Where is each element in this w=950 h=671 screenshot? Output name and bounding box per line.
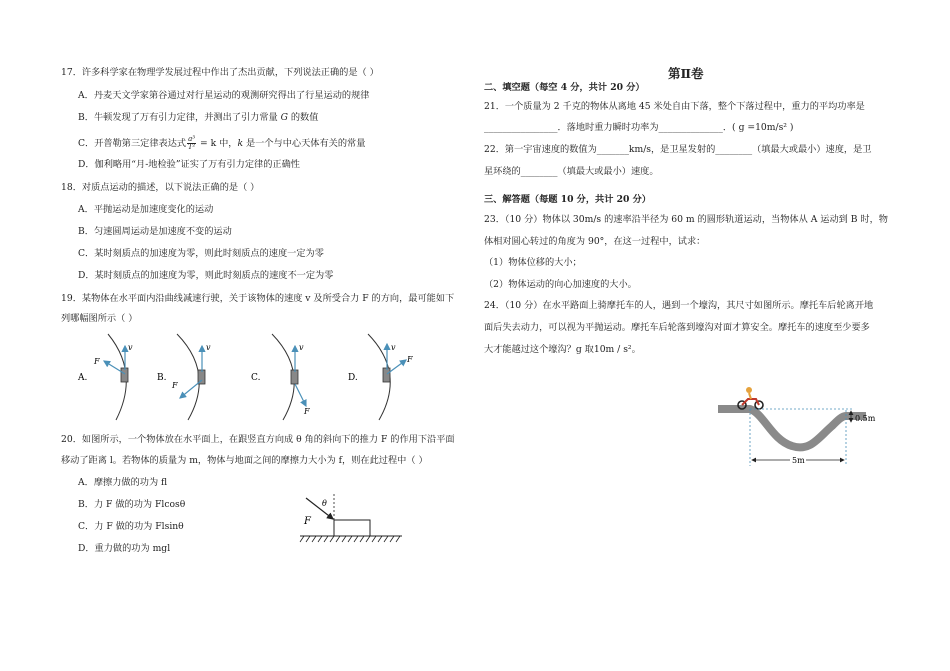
q18-option-c: C．某时刻质点的加速度为零，则此时刻质点的速度一定为零 [78,248,324,259]
q20-option-c: C．力 F 做的功为 Flsinθ [78,521,184,532]
q18-option-a: A．平抛运动是加速度变化的运动 [78,204,214,215]
q19-figure-a [77,334,133,420]
volume-title: 第Ⅱ卷 [668,66,704,81]
q24-line1: 24．（10 分）在水平路面上骑摩托车的人，遇到一个壕沟，其尺寸如图所示。摩托车后轮离开地 [484,300,874,311]
q19-stem-line1: 19．某物体在水平面内沿曲线减速行驶，关于该物体的速度 v 及所受合力 F 的方向，最可能如下 [61,293,455,304]
q21-line1: 21．一个质量为 2 千克的物体从离地 45 米处自由下落，整个下落过程中，重力的平均功率是 [484,101,865,112]
q19-stem-line2: 列哪幅图所示（ ） [61,313,138,324]
q23-sub1: （1）物体位移的大小； [484,257,582,268]
svg-text:v: v [299,343,304,352]
svg-text:F: F [304,407,310,416]
block-icon [334,520,370,536]
q20-stem-line1: 20．如图所示，一个物体放在水平面上，在跟竖直方向成 θ 角的斜向下的推力 F 的作用下沿平面 [61,434,455,445]
q19-label-d: D. [348,373,358,383]
q19-label-a: A. [78,373,88,383]
q21-line2: ________________．落地时重力瞬时功率为______________．( g =10m/s² ) [484,122,794,133]
q20-option-b: B．力 F 做的功为 Flcosθ [78,499,186,510]
section-fill-blank: 二、填空题（每空 4 分，共计 20 分） [484,82,645,93]
q19-figure-d [348,334,413,420]
fig-height-label: 0.5m [855,414,876,423]
q19-label-b: B. [157,373,167,383]
q20-figure [296,490,406,552]
q20-option-a: A．摩擦力做的功为 fl [78,477,168,488]
q23-line1: 23．（10 分）物体以 30m/s 的速率沿半径为 60 m 的圆形轨道运动，当物体从 A 运动到 B 时，物 [484,214,888,225]
svg-text:F: F [304,516,311,527]
fig-width-label: 5m [792,456,805,465]
q19-figures [70,328,430,423]
q24-line2: 面后失去动力，可以视为平抛运动。摩托车后轮落到壕沟对面才算安全。摩托车的速度至少要多 [484,322,870,333]
q22-line2: 星环绕的________（填最大或最小）速度。 [484,166,659,177]
q17-option-d: D．伽利略用“月-地检验”证实了万有引力定律的正确性 [78,159,300,170]
svg-text:θ: θ [322,499,327,508]
svg-text:F: F [407,355,413,364]
q18-stem: 18．对质点运动的描述，以下说法正确的是（ ） [61,182,260,193]
svg-text:v: v [128,343,133,352]
q20-option-d: D．重力做的功为 mgl [78,543,171,554]
q18-option-b: B．匀速圆周运动是加速度不变的运动 [78,226,232,237]
q23-sub2: （2）物体运动的向心加速度的大小。 [484,279,637,290]
q23-line2: 体相对圆心转过的角度为 90°，在这一过程中，试求： [484,236,706,247]
q17-fraction: $\frac{\text{a³}}{\text{T²}}$ [187,135,196,151]
q24-line3: 大才能越过这个壕沟？g 取10m / s²。 [484,344,641,355]
q17-option-a: A．丹麦天文学家第谷通过对行星运动的观测研究得出了行星运动的规律 [78,90,370,101]
force-arrow-icon [104,361,125,374]
ditch-terrain-icon [718,409,866,447]
q22-line1: 22．第一宇宙速度的数值为_______km/s，是卫星发射的________（填最大或最小）速度，是卫 [484,144,872,155]
svg-text:v: v [391,343,396,352]
q17-option-c: C．开普勒第三定律表达式 $\frac{\text{a³}}{\text{T²}}$ = k 中，k 是一个与中心天体有关的常量 [78,135,366,151]
q19-figure-b [157,334,211,420]
q19-figure-c [251,334,310,420]
q17-stem: 17．许多科学家在物理学发展过程中作出了杰出贡献，下列说法正确的是（ ） [61,67,379,78]
q17-option-b: B．牛顿发现了万有引力定律，并测出了引力常量 G 的数值 [78,112,319,123]
q19-label-c: C. [251,373,261,383]
q24-figure [714,380,884,472]
q18-option-d: D．某时刻质点的加速度为零，则此时刻质点的速度不一定为零 [78,270,334,281]
q20-stem-line2: 移动了距离 l。若物体的质量为 m，物体与地面之间的摩擦力大小为 f，则在此过程中（ ） [61,455,428,466]
section-solve: 三、解答题（每题 10 分，共计 20 分） [484,194,651,205]
svg-text:F: F [94,357,100,366]
svg-text:v: v [206,343,211,352]
svg-text:F: F [172,381,178,390]
